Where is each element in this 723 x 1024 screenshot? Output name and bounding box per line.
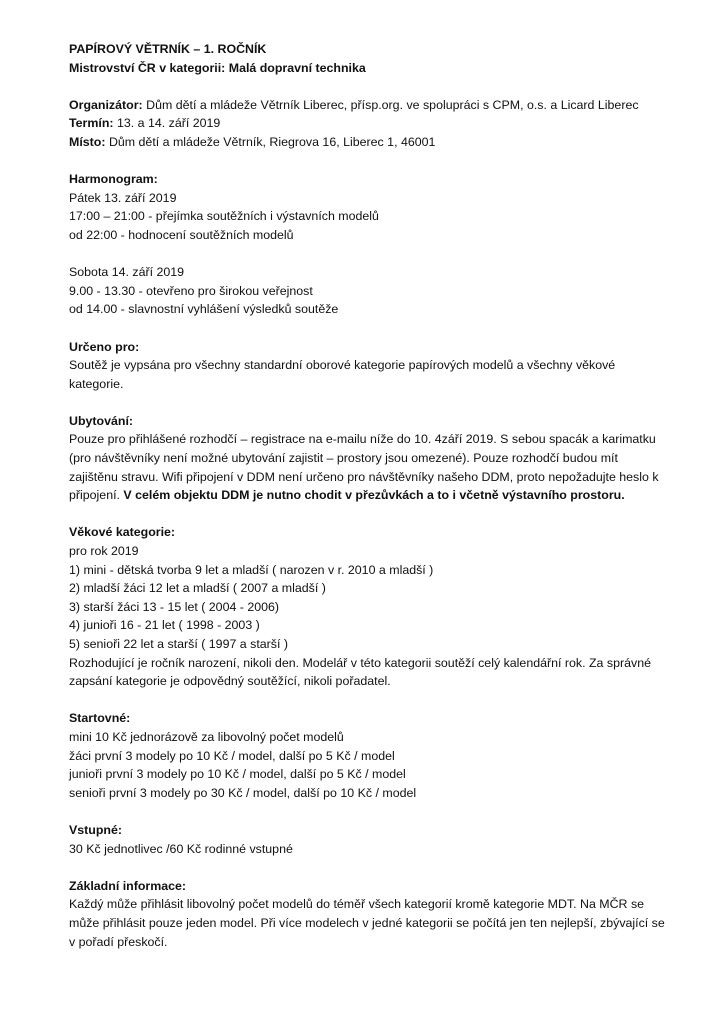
place-value: Dům dětí a mládeže Větrník, Riegrova 16, Liberec 1, 46001	[108, 134, 436, 149]
paragraph-line: Soutěž je vypsána pro všechny standardní oborové kategorie papírových modelů a všechny věkové	[69, 358, 616, 373]
paragraph-line: Každý může přihlásit libovolný počet modelů do téměř všech kategorií kromě kategorie MDT. Na MČR se	[69, 897, 645, 912]
age-line: zapsání kategorie je odpovědný soutěžící, nikoli pořadatel.	[69, 674, 391, 689]
document-subtitle: Mistrovství ČR v kategorii: Malá dopravní technika	[69, 60, 366, 75]
accommodation-plain-text: připojení.	[69, 488, 124, 503]
document-page	[69, 40, 669, 951]
schedule-heading: Harmonogram:	[69, 172, 158, 187]
accommodation-bold-notice: V celém objektu DDM je nutno chodit v přezůvkách a to i včetně výstavního prostoru.	[123, 488, 625, 503]
accommodation-heading: Ubytování:	[69, 413, 134, 428]
spacer	[69, 319, 669, 338]
entry-heading: Vstupné:	[69, 822, 123, 837]
schedule-item: od 14.00 - slavnostní vyhlášení výsledků soutěže	[69, 302, 339, 317]
age-line: 4) junioři 16 - 21 let ( 1998 - 2003 )	[69, 618, 260, 633]
organizer-line	[69, 96, 669, 115]
entry-line: 30 Kč jednotlivec /60 Kč rodinné vstupné	[69, 841, 293, 856]
age-line: pro rok 2019	[69, 544, 139, 559]
fee-line: junioři první 3 modely po 10 Kč / model, další po 5 Kč / model	[69, 767, 406, 782]
spacer	[69, 152, 669, 171]
schedule-item: 17:00 – 21:00 - přejímka soutěžních i výstavních modelů	[69, 209, 379, 224]
age-line: Rozhodující je ročník narození, nikoli den. Modelář v této kategorii soutěží celý kalendářní rok. Za správné	[69, 655, 651, 670]
age-heading: Věkové kategorie:	[69, 525, 176, 540]
spacer	[69, 393, 669, 412]
spacer	[69, 858, 669, 877]
basic-heading: Základní informace:	[69, 878, 187, 893]
spacer	[69, 245, 669, 264]
spacer	[69, 77, 669, 96]
schedule-day2-title: Sobota 14. září 2019	[69, 265, 185, 280]
organizer-label: Organizátor:	[69, 97, 143, 112]
age-line: 5) senioři 22 let a starší ( 1997 a starší )	[69, 637, 288, 651]
organizer-value: Dům dětí a mládeže Větrník Liberec, přísp.org. ve spolupráci s CPM, o.s. a Licard Liberec	[146, 97, 639, 112]
schedule-item: 9.00 - 13.30 - otevřeno pro širokou veřejnost	[69, 283, 313, 298]
term-value: 13. a 14. září 2019	[113, 116, 221, 131]
intended-heading: Určeno pro:	[69, 339, 140, 354]
spacer	[69, 802, 669, 821]
term-line	[69, 114, 669, 133]
schedule-item: od 22:00 - hodnocení soutěžních modelů	[69, 227, 294, 242]
fee-line: senioři první 3 modely po 30 Kč / model, další po 10 Kč / model	[69, 785, 417, 800]
age-line: 2) mladší žáci 12 let a mladší ( 2007 a mladší )	[69, 581, 326, 596]
place-label: Místo:	[69, 134, 106, 149]
fee-line: žáci první 3 modely po 10 Kč / model, další po 5 Kč / model	[69, 748, 395, 763]
age-line: 3) starší žáci 13 - 15 let ( 2004 - 2006)	[69, 599, 280, 614]
fees-heading: Startovné:	[69, 711, 131, 726]
place-line	[69, 133, 669, 152]
paragraph-line: v pořadí přeskočí.	[69, 934, 168, 949]
age-line: 1) mini - dětská tvorba 9 let a mladší ( narozen v r. 2010 a mladší )	[69, 562, 434, 577]
paragraph-line: (pro návštěvníky není možné ubytování zajistit – prostory jsou omezené). Pouze rozhodčí budou mít	[69, 451, 618, 466]
paragraph-line	[69, 486, 669, 505]
fee-line: mini 10 Kč jednorázově za libovolný počet modelů	[69, 729, 344, 744]
term-label: Termín:	[69, 116, 114, 131]
paragraph-line: zajištěnu stravu. Wifi připojení v DDM není určeno pro návštěvníky našeho DDM, proto nepožadujte heslo k	[69, 469, 659, 484]
paragraph-line: kategorie.	[69, 376, 124, 391]
document-title: PAPÍROVÝ VĚTRNÍK – 1. ROČNÍK	[69, 42, 267, 56]
spacer	[69, 691, 669, 710]
paragraph-line: Pouze pro přihlášené rozhodčí – registrace na e-mailu níže do 10. 4září 2019. S sebou spacák a karimatku	[69, 432, 656, 447]
schedule-day1-title: Pátek 13. září 2019	[69, 190, 177, 205]
paragraph-line: může přihlásit pouze jeden model. Při více modelech v jedné kategorii se počítá jen ten nejlepší, zbývající se	[69, 915, 665, 930]
spacer	[69, 505, 669, 524]
